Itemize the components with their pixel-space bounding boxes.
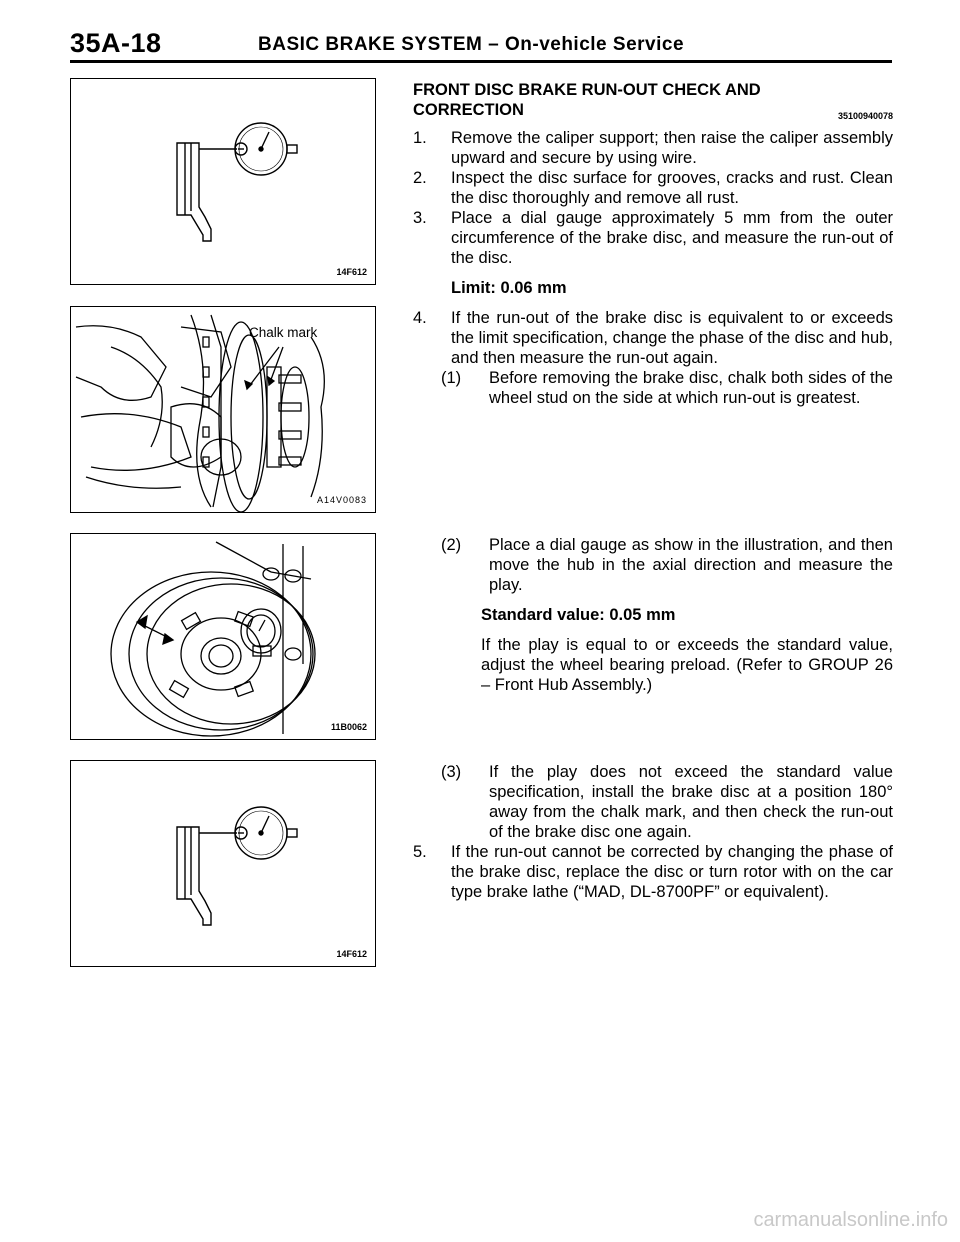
substep-number: (3) — [441, 763, 462, 781]
standard-value-note: If the play is equal to or exceeds the standard value, adjust the wheel bearing preload. (Refer to GROUP 26 – Front Hub Assembly.) — [481, 636, 893, 694]
chalk-mark-label: Chalk mark — [249, 325, 318, 340]
section-id: 35100940078 — [837, 111, 893, 121]
standard-value-spec: Standard value: 0.05 mm — [481, 606, 676, 624]
text-block-2 — [413, 308, 893, 408]
heading-line-1: FRONT DISC BRAKE RUN-OUT CHECK AND — [413, 81, 761, 99]
figure-code: 14F612 — [336, 949, 367, 959]
dial-gauge-illustration — [71, 79, 376, 285]
substep-number: (1) — [441, 369, 462, 387]
page-title: BASIC BRAKE SYSTEM – On-vehicle Service — [258, 34, 685, 55]
hub-play-illustration — [71, 534, 376, 740]
substep-1 — [413, 368, 893, 408]
step-text: Inspect the disc surface for grooves, cracks and rust. Clean the disc thoroughly and remove all rust. — [451, 169, 893, 207]
substep-text: Place a dial gauge as show in the illustration, and then move the hub in the axial direction and measure the play. — [489, 536, 893, 594]
limit-spec: Limit: 0.06 mm — [451, 279, 567, 297]
step-4 — [413, 308, 893, 368]
figure-brake-disc-chalk — [70, 306, 376, 513]
step-number: 5. — [413, 843, 427, 861]
step-number: 3. — [413, 209, 427, 227]
section-heading — [413, 80, 893, 120]
step-number: 1. — [413, 129, 427, 147]
step-number: 4. — [413, 309, 427, 327]
figure-code: 11B0062 — [330, 722, 367, 732]
figure-dial-gauge-2 — [70, 760, 376, 967]
page-code: 35A-18 — [70, 28, 162, 58]
step-2 — [413, 168, 893, 208]
step-text: Remove the caliper support; then raise the caliper assembly upward and secure by using wire. — [451, 129, 893, 167]
text-block-3 — [413, 535, 893, 695]
figure-dial-gauge-1 — [70, 78, 376, 285]
substep-3 — [413, 762, 893, 842]
step-text: If the run-out cannot be corrected by changing the phase of the brake disc, replace the disc or turn rotor with on the car type brake lathe (“MAD, DL-8700PF” or equivalent). — [451, 843, 893, 901]
header-rule — [70, 60, 892, 63]
dial-gauge-illustration — [71, 761, 376, 967]
substep-text: Before removing the brake disc, chalk both sides of the wheel stud on the side at which run-out is greatest. — [489, 369, 893, 407]
figure-code: A14V0083 — [316, 495, 367, 505]
watermark: carmanualsonline.info — [753, 1209, 948, 1231]
substep-number: (2) — [441, 536, 462, 554]
step-number: 2. — [413, 169, 427, 187]
brake-disc-illustration — [71, 307, 376, 513]
step-1 — [413, 128, 893, 168]
heading-line-2-text: CORRECTION — [413, 101, 524, 119]
step-3 — [413, 208, 893, 268]
text-block-4 — [413, 762, 893, 902]
substep-text: If the play does not exceed the standard value specification, install the brake disc at a position 180° away from the chalk mark, and then check the run-out of the brake disc one again. — [489, 763, 893, 841]
step-text: If the run-out of the brake disc is equivalent to or exceeds the limit specification, change the phase of the disc and hub, and then measure the run-out again. — [451, 309, 893, 367]
step-text: Place a dial gauge approximately 5 mm from the outer circumference of the brake disc, and measure the run-out of the disc. — [451, 209, 893, 267]
heading-line-2 — [413, 100, 893, 120]
step-5 — [413, 842, 893, 902]
figure-code: 14F612 — [336, 267, 367, 277]
substep-2 — [413, 535, 893, 595]
text-block-1 — [413, 80, 893, 298]
figure-hub-play — [70, 533, 376, 740]
